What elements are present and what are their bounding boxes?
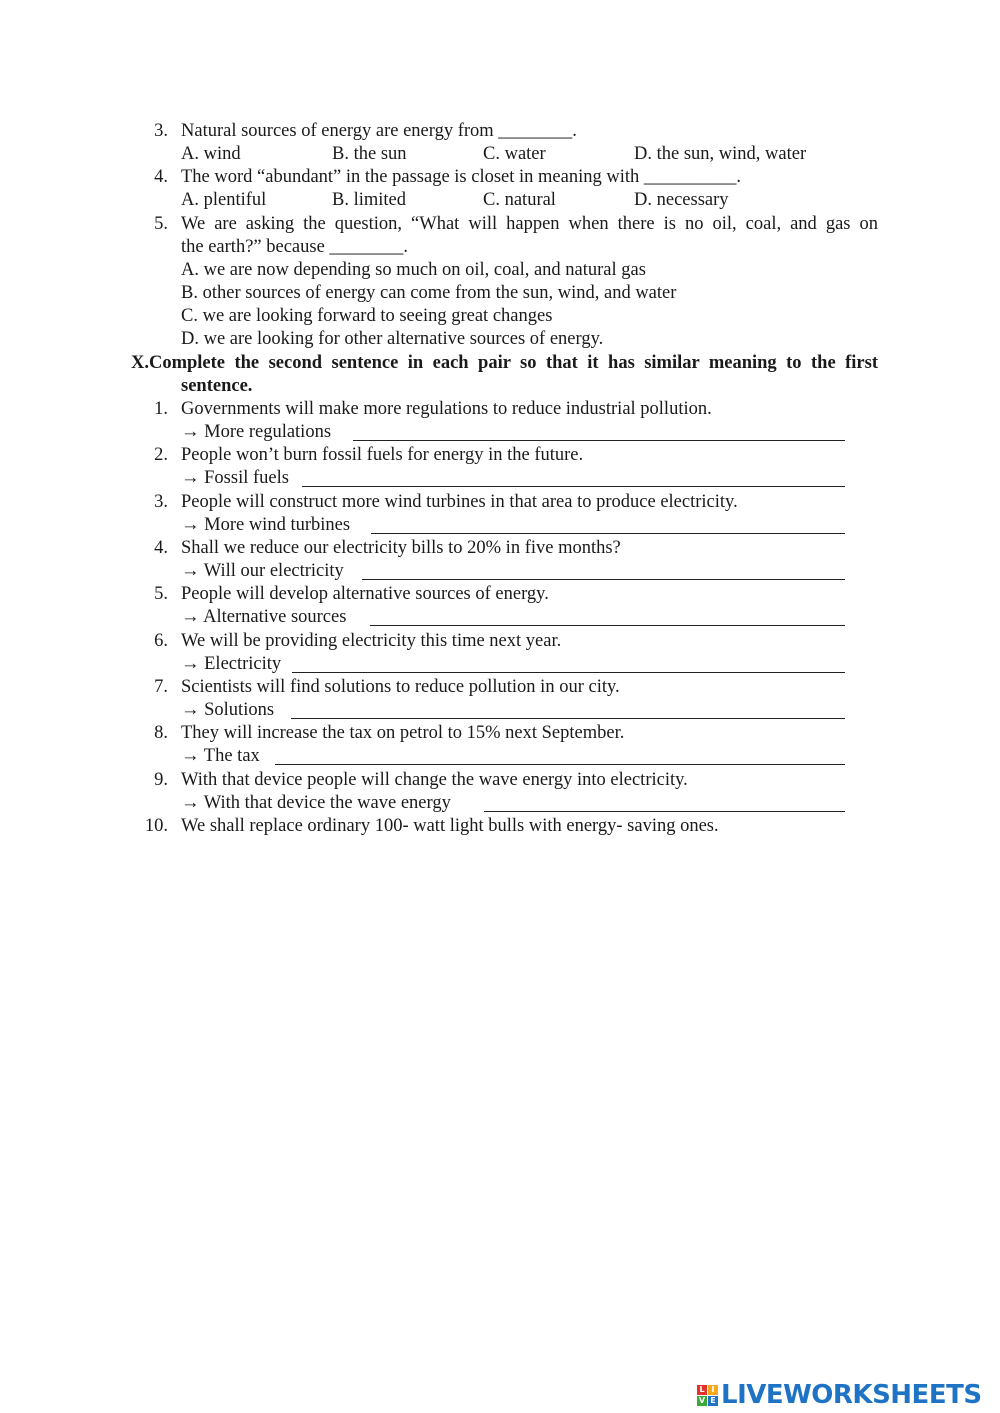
item-number: 10. <box>144 816 168 836</box>
option-c: C. water <box>483 144 546 164</box>
option-a: A. plentiful <box>181 190 267 210</box>
option-b: B. other sources of energy can come from the sun, wind, and water <box>181 283 677 303</box>
item-prompt: → Solutions <box>181 700 275 720</box>
item-number: 3. <box>154 492 168 512</box>
logo-text: LIVEWORKSHEETS <box>721 1380 982 1410</box>
question-stem: The word “abundant” in the passage is closet in meaning with __________. <box>181 167 742 187</box>
question-number: 4. <box>154 167 168 187</box>
option-c: C. natural <box>483 190 556 210</box>
item-prompt: → Will our electricity <box>181 561 344 581</box>
item-number: 8. <box>154 723 168 743</box>
question-stem-line-2: the earth?” because ________. <box>181 237 409 257</box>
section-heading-cont: sentence. <box>181 376 253 396</box>
logo-mark-icon <box>697 1385 718 1406</box>
answer-blank[interactable] <box>484 811 845 812</box>
item-number: 1. <box>154 399 168 419</box>
option-c: C. we are looking forward to seeing great changes <box>181 306 553 326</box>
logo-tile: V <box>698 1395 706 1405</box>
item-sentence: With that device people will change the wave energy into electricity. <box>181 770 688 790</box>
item-number: 7. <box>154 677 168 697</box>
item-sentence: People will develop alternative sources of energy. <box>181 584 549 604</box>
item-prompt: → With that device the wave energy <box>181 793 451 813</box>
item-number: 5. <box>154 584 168 604</box>
item-sentence: Governments will make more regulations to reduce industrial pollution. <box>181 399 712 419</box>
item-sentence: We shall replace ordinary 100- watt light bulls with energy- saving ones. <box>181 816 719 836</box>
option-a: A. wind <box>181 144 241 164</box>
option-b: B. the sun <box>332 144 407 164</box>
item-prompt: → Fossil fuels <box>181 468 289 488</box>
item-sentence: People will construct more wind turbines in that area to produce electricity. <box>181 492 738 512</box>
question-stem: Natural sources of energy are energy from ________. <box>181 121 577 141</box>
question-stem-line-1: We are asking the question, “What will happen when there is no oil, coal, and gas on <box>181 214 878 234</box>
answer-blank[interactable] <box>362 579 845 580</box>
option-d: D. the sun, wind, water <box>634 144 807 164</box>
item-sentence: We will be providing electricity this time next year. <box>181 631 562 651</box>
option-b: B. limited <box>332 190 406 210</box>
liveworksheets-logo[interactable] <box>697 1380 982 1410</box>
item-number: 2. <box>154 445 168 465</box>
item-prompt: → The tax <box>181 746 260 766</box>
item-number: 6. <box>154 631 168 651</box>
answer-blank[interactable] <box>292 672 845 673</box>
logo-tile: E <box>708 1396 718 1406</box>
logo-tile: I <box>708 1385 718 1395</box>
item-prompt: → Electricity <box>181 654 282 674</box>
item-prompt: → Alternative sources <box>181 607 347 627</box>
item-number: 4. <box>154 538 168 558</box>
logo-tile: L <box>697 1385 707 1395</box>
item-number: 9. <box>154 770 168 790</box>
section-heading: X.Complete the second sentence in each pair so that it has similar meaning to the first <box>131 353 878 373</box>
option-d: D. necessary <box>634 190 729 210</box>
item-sentence: Shall we reduce our electricity bills to 20% in five months? <box>181 538 621 558</box>
item-sentence: People won’t burn fossil fuels for energy in the future. <box>181 445 584 465</box>
option-a: A. we are now depending so much on oil, coal, and natural gas <box>181 260 646 280</box>
option-d: D. we are looking for other alternative sources of energy. <box>181 329 604 349</box>
item-prompt: → More regulations <box>181 422 332 442</box>
answer-blank[interactable] <box>275 764 845 765</box>
item-sentence: Scientists will find solutions to reduce pollution in our city. <box>181 677 620 697</box>
answer-blank[interactable] <box>302 486 845 487</box>
question-number: 3. <box>154 121 168 141</box>
answer-blank[interactable] <box>353 440 845 441</box>
item-prompt: → More wind turbines <box>181 515 351 535</box>
question-number: 5. <box>154 214 168 234</box>
answer-blank[interactable] <box>370 625 845 626</box>
answer-blank[interactable] <box>291 718 845 719</box>
answer-blank[interactable] <box>371 533 845 534</box>
item-sentence: They will increase the tax on petrol to 15% next September. <box>181 723 625 743</box>
